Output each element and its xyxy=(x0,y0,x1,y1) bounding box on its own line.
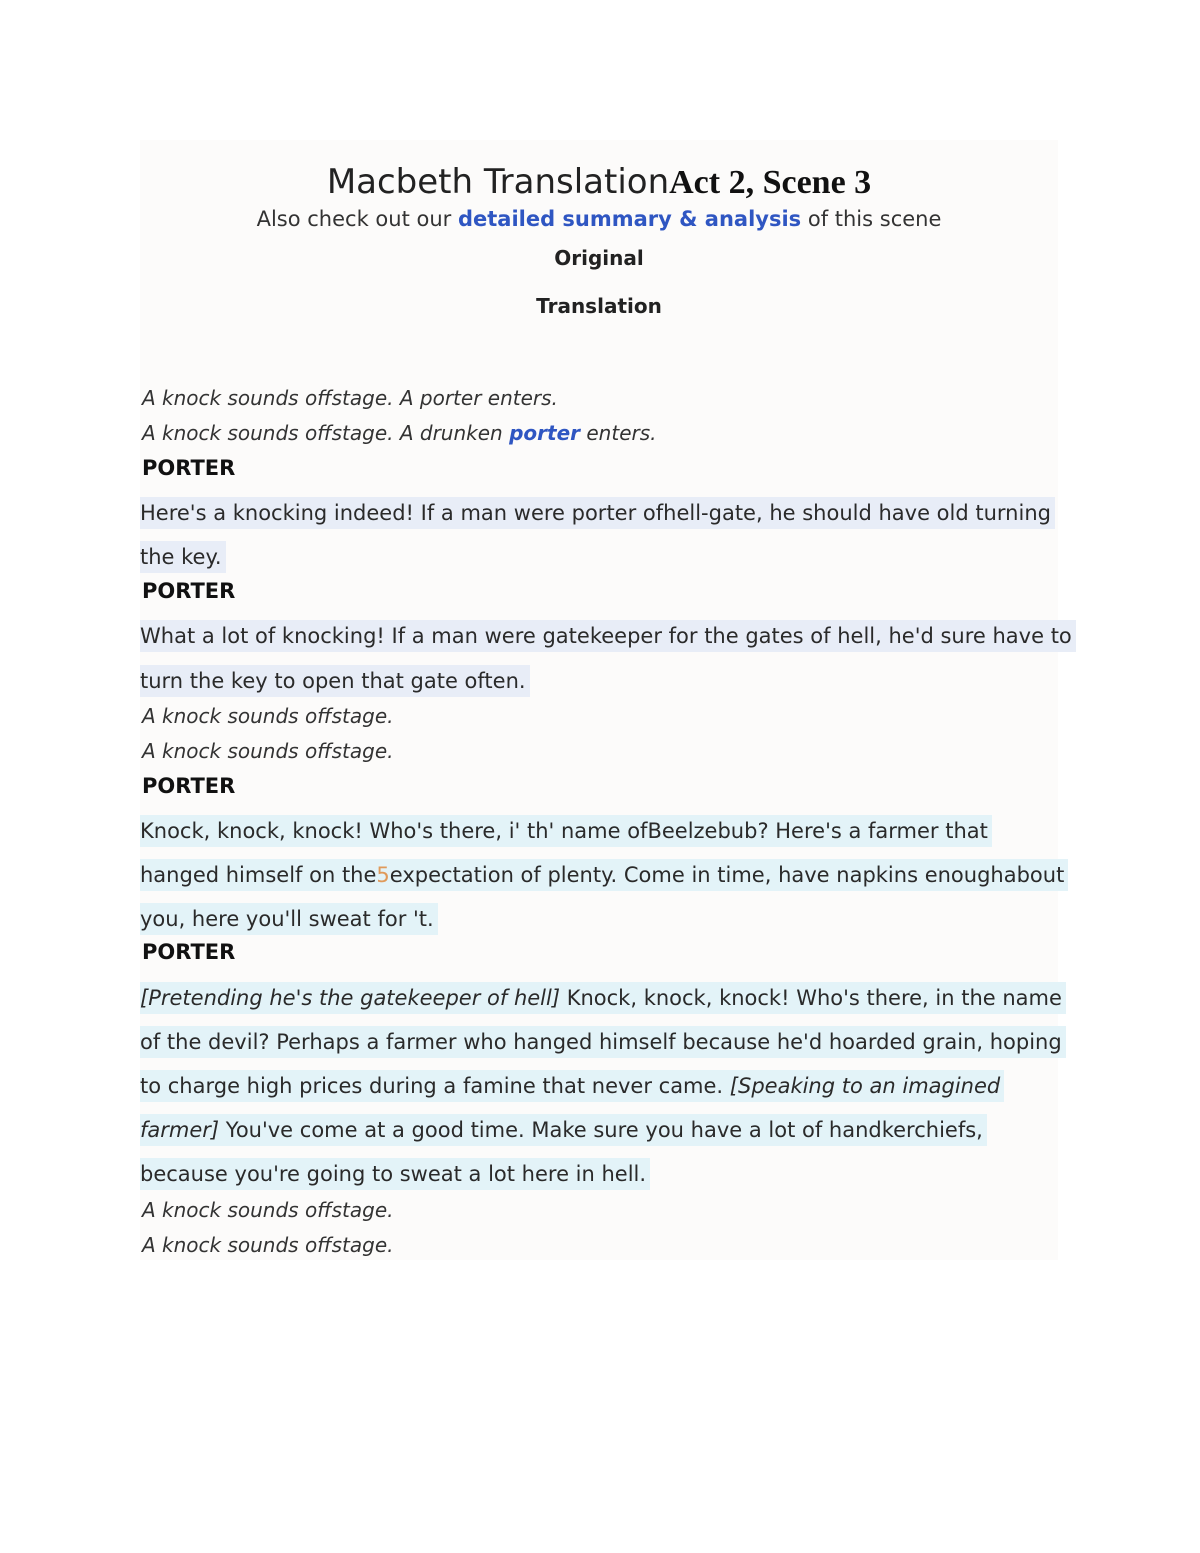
stage-text: enters. xyxy=(580,421,657,445)
stage-direction-original: A knock sounds offstage. A porter enters. xyxy=(142,386,558,410)
document-page xyxy=(140,140,1072,1260)
translation-line xyxy=(140,1070,1004,1102)
subtitle-prefix: Also check out our xyxy=(256,207,458,231)
stage-aside: [Pretending he's the gatekeeper of hell] xyxy=(140,986,561,1010)
stage-direction-original: A knock sounds offstage. xyxy=(142,1198,394,1222)
stage-direction-translation: A knock sounds offstage. xyxy=(142,739,394,763)
line-number: 5 xyxy=(376,863,390,887)
stage-direction-translation: A knock sounds offstage. xyxy=(142,1233,394,1257)
translation-line: because you're going to sweat a lot here in hell. xyxy=(140,1158,650,1190)
line-text: hanged himself on the xyxy=(140,863,377,887)
translation-line: turn the key to open that gate often. xyxy=(140,665,530,697)
translation-line: What a lot of knocking! If a man were gatekeeper for the gates of hell, he'd sure have to xyxy=(140,620,1076,652)
original-line: Knock, knock, knock! Who's there, i' th' name ofBeelzebub? Here's a farmer that xyxy=(140,815,992,847)
scene-label: Act 2, Scene 3 xyxy=(669,164,872,201)
line-text: to charge high prices during a famine that never came. xyxy=(140,1074,730,1098)
subtitle xyxy=(140,207,1058,231)
original-line: you, here you'll sweat for 't. xyxy=(140,903,438,935)
subtitle-suffix: of this scene xyxy=(801,207,942,231)
tab-translation[interactable]: Translation xyxy=(536,294,662,318)
stage-direction-original: A knock sounds offstage. xyxy=(142,704,394,728)
stage-text: A knock sounds offstage. A drunken xyxy=(142,421,510,445)
original-line: Here's a knocking indeed! If a man were porter ofhell-gate, he should have old turning xyxy=(140,497,1055,529)
line-text: You've come at a good time. Make sure you have a lot of handkerchiefs, xyxy=(219,1118,983,1142)
translation-line: of the devil? Perhaps a farmer who hanged himself because he'd hoarded grain, hoping xyxy=(140,1026,1066,1058)
translation-line xyxy=(140,982,1066,1014)
line-text: Knock, knock, knock! Who's there, in the name xyxy=(560,986,1062,1010)
tab-original[interactable]: Original xyxy=(554,246,644,270)
stage-direction-translation xyxy=(142,421,657,445)
summary-analysis-link[interactable]: detailed summary & analysis xyxy=(457,207,802,231)
line-text: expectation of plenty. Come in time, have napkins enoughabout xyxy=(389,863,1065,887)
original-line xyxy=(140,859,1068,891)
speaker-porter: PORTER xyxy=(142,774,236,798)
speaker-porter: PORTER xyxy=(142,579,236,603)
porter-link[interactable]: porter xyxy=(509,421,581,445)
stage-aside: [Speaking to an imagined xyxy=(729,1074,1001,1098)
speaker-porter: PORTER xyxy=(142,456,236,480)
speaker-porter: PORTER xyxy=(142,940,236,964)
translation-line xyxy=(140,1114,987,1146)
page-title xyxy=(140,162,1058,202)
title-text: Macbeth Translation xyxy=(326,162,670,202)
original-line: the key. xyxy=(140,541,226,573)
stage-aside: farmer] xyxy=(140,1118,220,1142)
